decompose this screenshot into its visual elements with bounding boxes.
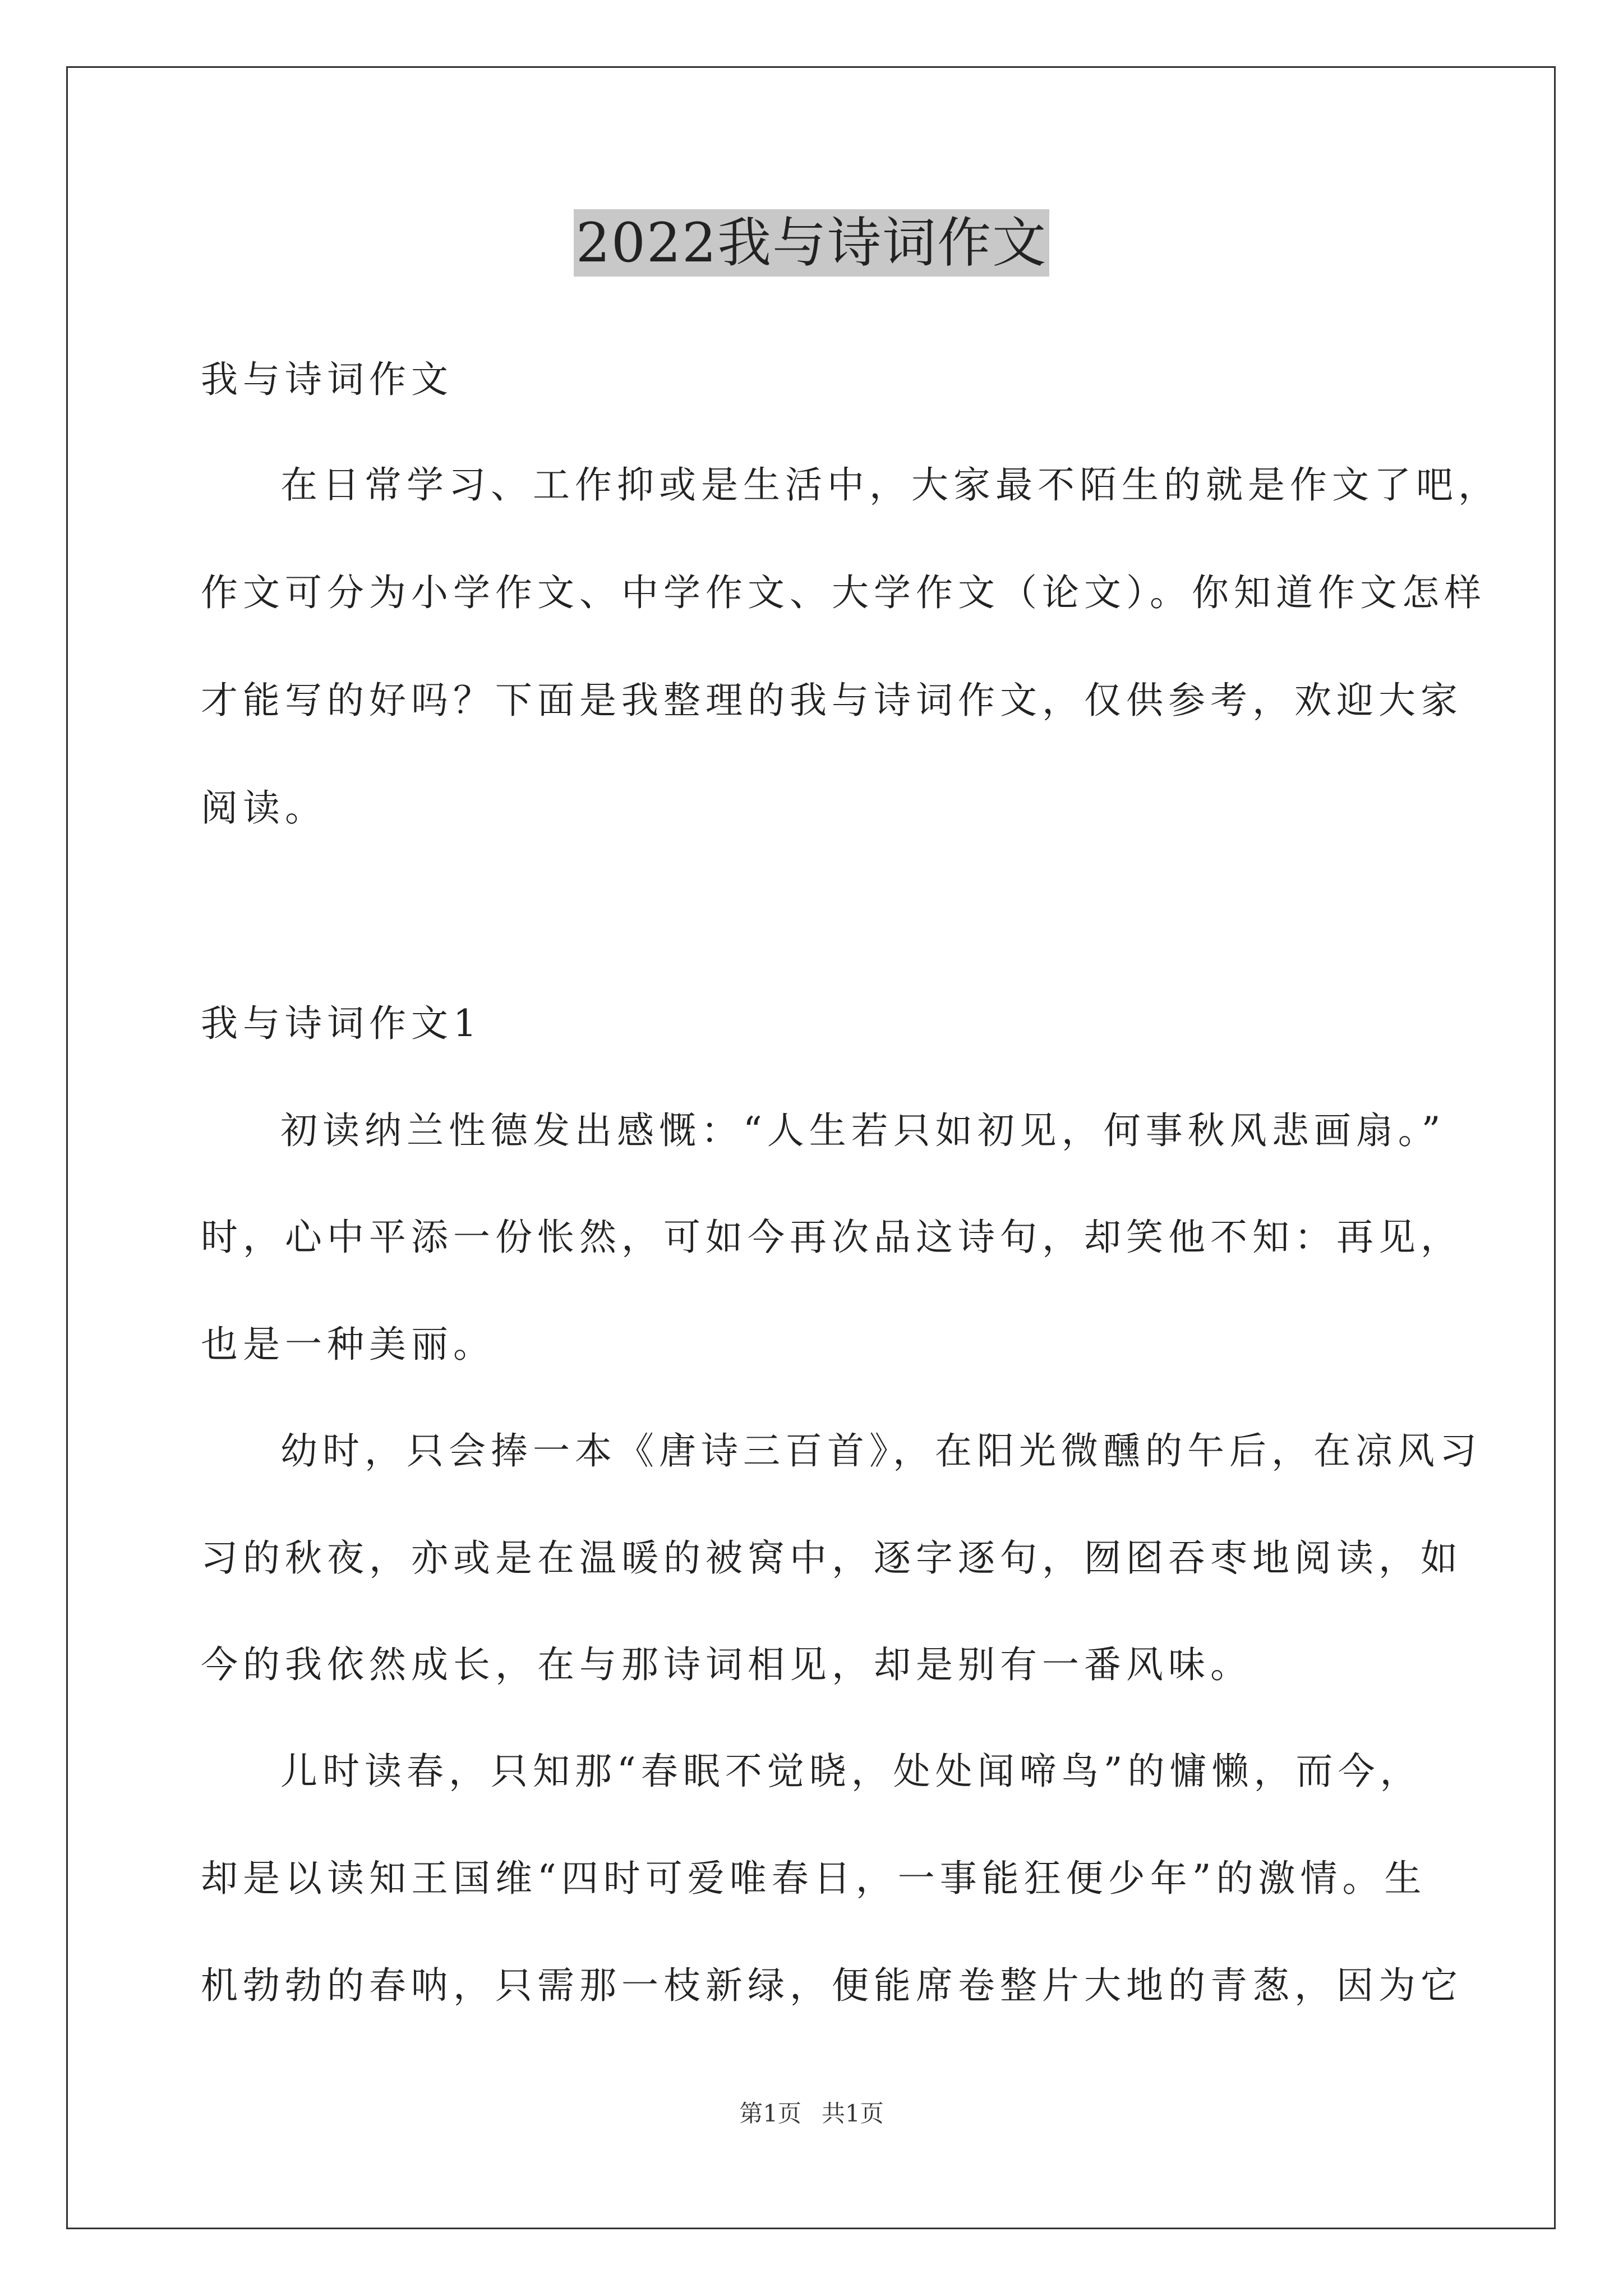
document-title-text: 2022我与诗词作文	[574, 209, 1049, 277]
paragraph-line: 习的秋夜，亦或是在温暖的被窝中，逐字逐句，囫囵吞枣地阅读，如	[201, 1536, 1463, 1580]
paragraph-line: 时，心中平添一份怅然，可如今再次品这诗句，却笑他不知：再见，	[201, 1216, 1463, 1259]
document-title	[0, 206, 1623, 279]
page-footer	[0, 2097, 1623, 2131]
intro-line: 阅读。	[201, 786, 327, 830]
paragraph-line: 儿时读春，只知那“春眠不觉晓，处处闻啼鸟”的慵懒，而今，	[280, 1750, 1422, 1793]
document-subtitle: 我与诗词作文	[201, 358, 453, 401]
intro-line: 才能写的好吗？下面是我整理的我与诗词作文，仅供参考，欢迎大家	[201, 679, 1463, 722]
intro-line: 作文可分为小学作文、中学作文、大学作文（论文）。你知道作文怎样	[201, 571, 1486, 614]
page-total: 共1页	[822, 2100, 884, 2127]
paragraph-line: 今的我依然成长，在与那诗词相见，却是别有一番风味。	[201, 1643, 1252, 1686]
paragraph-line: 机勃勃的春呐，只需那一枝新绿，便能席卷整片大地的青葱，因为它	[201, 1964, 1463, 2007]
intro-line: 在日常学习、工作抑或是生活中，大家最不陌生的就是作文了吧，	[280, 463, 1500, 507]
page-number: 第1页	[739, 2100, 801, 2127]
paragraph-line: 初读纳兰性德发出感慨：“人生若只如初见，何事秋风悲画扇。”	[280, 1109, 1446, 1152]
section-heading: 我与诗词作文1	[201, 1002, 482, 1045]
paragraph-line: 也是一种美丽。	[201, 1323, 495, 1366]
paragraph-line: 却是以读知王国维“四时可爱唯春日，一事能狂便少年”的激情。生	[201, 1857, 1427, 1900]
paragraph-line: 幼时，只会捧一本《唐诗三百首》，在阳光微醺的午后，在凉风习	[280, 1429, 1482, 1473]
